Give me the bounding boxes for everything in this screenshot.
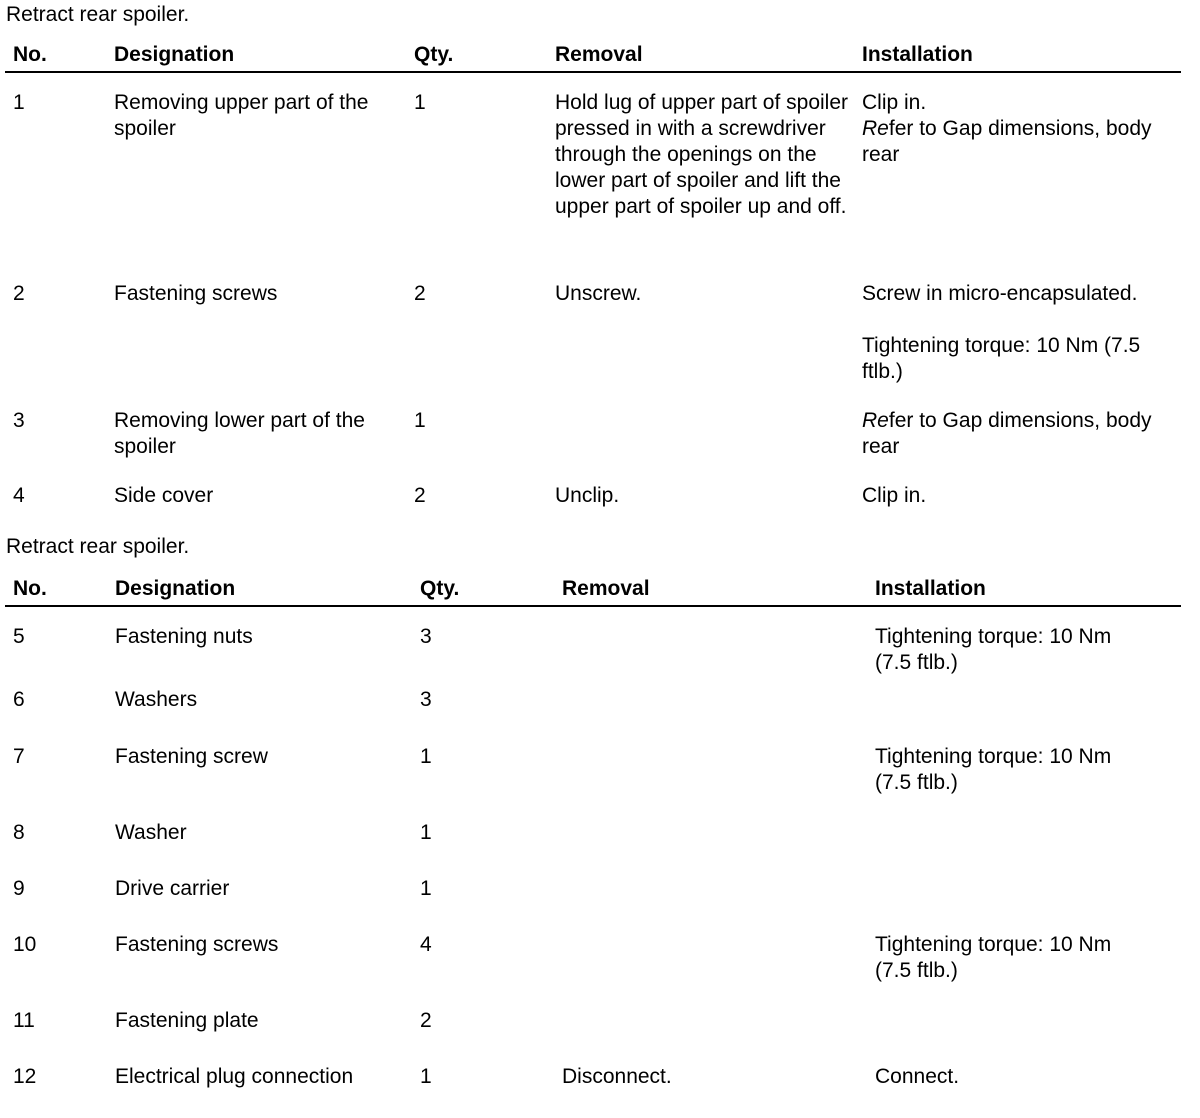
row-qty: 1 bbox=[414, 91, 426, 114]
row-removal bbox=[554, 1003, 867, 1059]
header-removal: Removal bbox=[547, 39, 854, 72]
row-no: 6 bbox=[13, 688, 25, 711]
row-designation: Electrical plug connection bbox=[115, 1065, 354, 1088]
row-no: 12 bbox=[13, 1065, 37, 1088]
row-designation: Fastening screw bbox=[115, 745, 268, 768]
table-row bbox=[5, 478, 1181, 523]
row-no: 10 bbox=[13, 933, 37, 956]
row-installation: Tightening torque: 10 Nm (7.5 ftlb.) bbox=[875, 625, 1112, 674]
section-2-caption: Retract rear spoiler. bbox=[6, 535, 190, 558]
row-qty: 1 bbox=[420, 745, 432, 768]
row-no: 9 bbox=[13, 877, 25, 900]
row-no: 5 bbox=[13, 625, 25, 648]
table-row bbox=[5, 72, 1181, 274]
installation-line: Screw in micro-encapsulated. bbox=[862, 282, 1138, 305]
row-qty: 1 bbox=[414, 409, 426, 432]
table-row bbox=[5, 739, 1181, 815]
row-removal: Disconnect. bbox=[562, 1065, 672, 1088]
row-designation: Washer bbox=[115, 821, 187, 844]
row-qty: 2 bbox=[420, 1009, 432, 1032]
row-no: 11 bbox=[13, 1009, 35, 1032]
row-designation: Washers bbox=[115, 688, 198, 711]
row-designation: Fastening nuts bbox=[115, 625, 253, 648]
header-installation: Installation bbox=[867, 573, 1181, 606]
header-designation: Designation bbox=[106, 39, 406, 72]
table-row bbox=[5, 815, 1181, 871]
row-qty: 3 bbox=[420, 625, 432, 648]
row-qty: 4 bbox=[420, 933, 432, 956]
table-row bbox=[5, 606, 1181, 682]
header-designation: Designation bbox=[107, 573, 412, 606]
row-removal bbox=[554, 739, 867, 815]
table-row bbox=[5, 1003, 1181, 1059]
parts-table-1 bbox=[5, 39, 1181, 523]
row-designation: Side cover bbox=[114, 484, 214, 507]
row-designation: Fastening screws bbox=[114, 282, 278, 305]
row-qty: 2 bbox=[414, 282, 426, 305]
row-removal: Unclip. bbox=[555, 484, 620, 507]
row-removal bbox=[554, 682, 867, 739]
row-qty: 1 bbox=[420, 821, 432, 844]
row-removal bbox=[554, 871, 867, 927]
row-no: 7 bbox=[13, 745, 25, 768]
row-qty: 3 bbox=[420, 688, 432, 711]
header-no: No. bbox=[5, 39, 106, 72]
header-installation: Installation bbox=[854, 39, 1181, 72]
row-installation bbox=[854, 72, 1181, 274]
row-installation bbox=[854, 274, 1181, 401]
row-no: 3 bbox=[13, 409, 25, 432]
row-qty: 1 bbox=[420, 1065, 432, 1088]
refer-link[interactable]: Refer to Gap dimensions, body rear bbox=[862, 117, 1152, 166]
table-row bbox=[5, 682, 1181, 739]
row-installation bbox=[867, 871, 1181, 927]
section-1-caption: Retract rear spoiler. bbox=[6, 3, 190, 26]
row-removal bbox=[554, 606, 867, 682]
row-removal bbox=[554, 927, 867, 1003]
row-designation: Removing lower part of the spoiler bbox=[114, 409, 365, 458]
header-removal: Removal bbox=[554, 573, 867, 606]
row-installation bbox=[867, 815, 1181, 871]
row-installation: Connect. bbox=[875, 1065, 960, 1088]
parts-table-2 bbox=[5, 573, 1181, 1099]
row-installation bbox=[867, 682, 1181, 739]
torque-spec: Tightening torque: 10 Nm (7.5 ftlb.) bbox=[862, 334, 1141, 383]
table-row bbox=[5, 401, 1181, 478]
row-designation: Drive carrier bbox=[115, 877, 230, 900]
row-installation: Tightening torque: 10 Nm (7.5 ftlb.) bbox=[875, 933, 1112, 982]
row-qty: 2 bbox=[414, 484, 426, 507]
row-qty: 1 bbox=[420, 877, 432, 900]
row-removal bbox=[554, 815, 867, 871]
table-row bbox=[5, 1059, 1181, 1099]
table-row bbox=[5, 274, 1181, 401]
installation-clip-in: Clip in. bbox=[862, 91, 927, 114]
row-no: 4 bbox=[13, 484, 25, 507]
row-no: 8 bbox=[13, 821, 25, 844]
row-installation bbox=[854, 401, 1181, 478]
row-installation: Tightening torque: 10 Nm (7.5 ftlb.) bbox=[875, 745, 1112, 794]
table-row bbox=[5, 927, 1181, 1003]
table-row bbox=[5, 871, 1181, 927]
row-removal: Unscrew. bbox=[555, 282, 642, 305]
row-installation bbox=[867, 1003, 1181, 1059]
row-designation: Fastening screws bbox=[115, 933, 279, 956]
header-no: No. bbox=[5, 573, 107, 606]
table-header-row bbox=[5, 39, 1181, 72]
row-no: 2 bbox=[13, 282, 25, 305]
row-designation: Fastening plate bbox=[115, 1009, 259, 1032]
row-designation: Removing upper part of the spoiler bbox=[114, 91, 369, 140]
row-removal: Hold lug of upper part of spoiler pressed in with a screwdriver through the openings on the lower part of spoiler and lift the upper part of spoiler up and off. bbox=[555, 91, 849, 218]
row-installation: Clip in. bbox=[862, 484, 927, 507]
refer-link[interactable]: Refer to Gap dimensions, body rear bbox=[862, 409, 1152, 458]
row-no: 1 bbox=[13, 91, 25, 114]
header-qty: Qty. bbox=[406, 39, 547, 72]
row-removal bbox=[547, 401, 854, 478]
table-header-row bbox=[5, 573, 1181, 606]
header-qty: Qty. bbox=[412, 573, 554, 606]
